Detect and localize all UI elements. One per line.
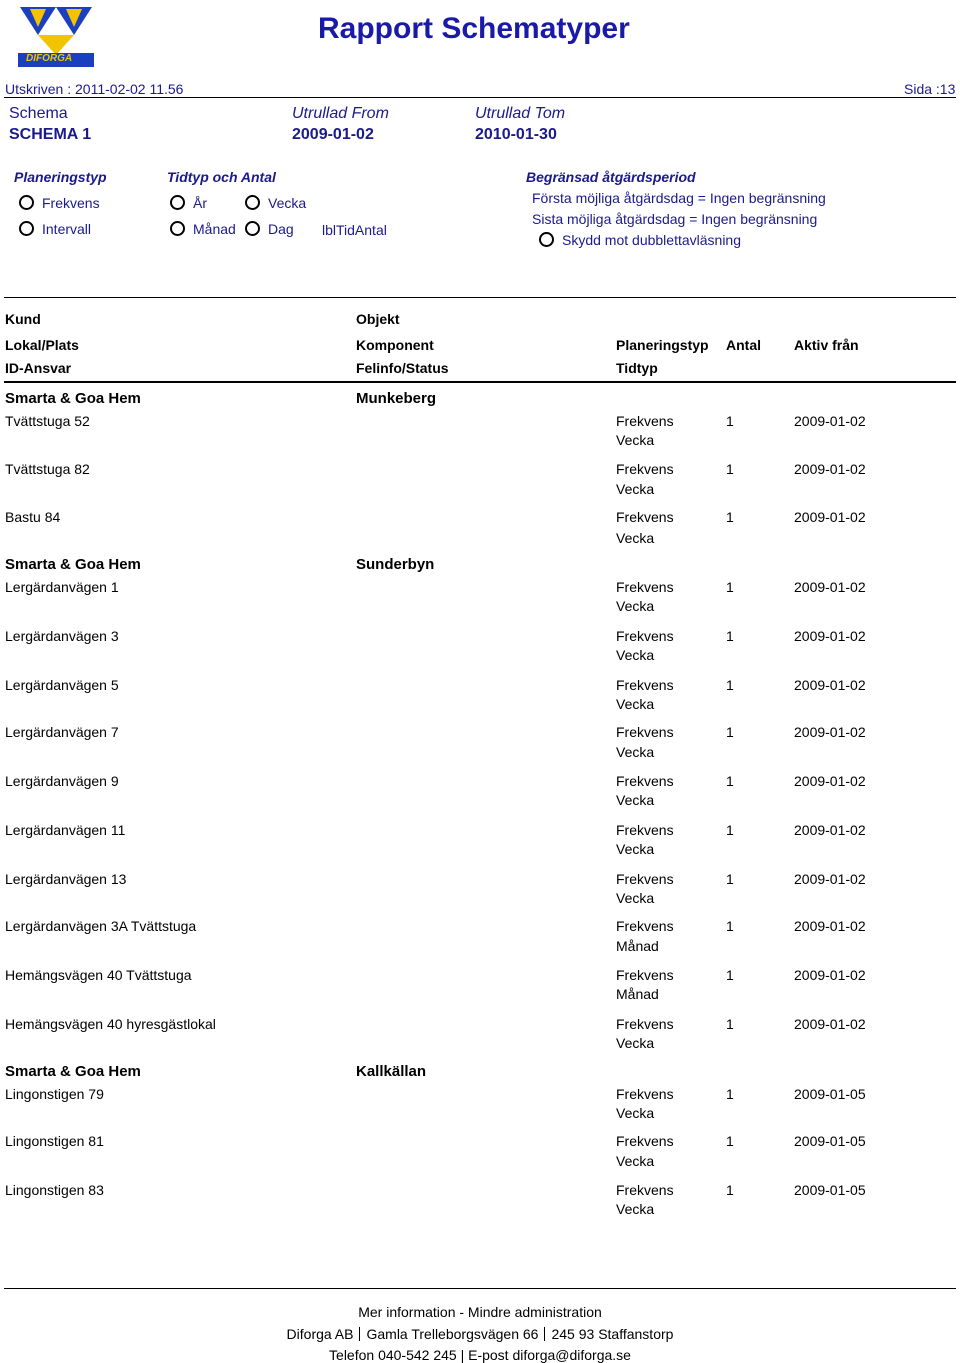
row-date: 2009-01-02 bbox=[794, 677, 866, 693]
col-lokal: Lokal/Plats bbox=[5, 337, 79, 353]
row-antal: 1 bbox=[726, 461, 734, 477]
row-typ: Frekvens bbox=[616, 773, 674, 789]
row-antal: 1 bbox=[726, 1133, 734, 1149]
row-typ: Frekvens bbox=[616, 822, 674, 838]
row-typ: Frekvens bbox=[616, 413, 674, 429]
row-lokal: Lergärdanvägen 1 bbox=[5, 579, 119, 595]
row-tidtyp: Vecka bbox=[616, 1035, 655, 1051]
row-lokal: Bastu 84 bbox=[5, 509, 61, 525]
col-komponent: Komponent bbox=[356, 337, 434, 353]
row-lokal: Lergärdanvägen 11 bbox=[5, 822, 126, 838]
row-tidtyp: Vecka bbox=[616, 792, 655, 808]
row-typ: Frekvens bbox=[616, 461, 674, 477]
radio-circle-icon bbox=[19, 195, 34, 210]
row-typ: Frekvens bbox=[616, 1182, 674, 1198]
row-tidtyp: Vecka bbox=[616, 647, 655, 663]
row-date: 2009-01-02 bbox=[794, 509, 866, 525]
schema-value: SCHEMA 1 bbox=[9, 126, 92, 143]
row-antal: 1 bbox=[726, 628, 734, 644]
footer-separator bbox=[544, 1327, 545, 1341]
row-tidtyp: Vecka bbox=[616, 744, 655, 760]
radio-vecka-label: Vecka bbox=[268, 195, 307, 211]
row-date: 2009-01-02 bbox=[794, 773, 866, 789]
radio-circle-icon bbox=[245, 221, 260, 236]
row-antal: 1 bbox=[726, 579, 734, 595]
row-typ: Frekvens bbox=[616, 724, 674, 740]
row-date: 2009-01-02 bbox=[794, 413, 866, 429]
row-antal: 1 bbox=[726, 967, 734, 983]
col-id-ansvar: ID-Ansvar bbox=[5, 360, 72, 376]
checkbox-skydd[interactable] bbox=[539, 232, 741, 248]
row-lokal: Lergärdanvägen 9 bbox=[5, 773, 119, 789]
row-tidtyp: Månad bbox=[616, 986, 659, 1002]
row-date: 2009-01-02 bbox=[794, 967, 866, 983]
forsta-mojliga: Första möjliga åtgärdsdag = Ingen begränsning bbox=[532, 190, 826, 206]
row-lokal: Lergärdanvägen 5 bbox=[5, 677, 119, 693]
radio-circle-icon bbox=[170, 221, 185, 236]
row-tidtyp: Vecka bbox=[616, 481, 655, 497]
footer-separator bbox=[359, 1327, 360, 1341]
row-date: 2009-01-05 bbox=[794, 1182, 866, 1198]
row-tidtyp: Vecka bbox=[616, 696, 655, 712]
row-tidtyp: Vecka bbox=[616, 1153, 655, 1169]
row-date: 2009-01-05 bbox=[794, 1133, 866, 1149]
row-tidtyp: Vecka bbox=[616, 530, 655, 546]
row-antal: 1 bbox=[726, 413, 734, 429]
row-tidtyp: Vecka bbox=[616, 432, 655, 448]
col-tidtyp: Tidtyp bbox=[616, 360, 658, 376]
footer-tagline: Mer information - Mindre administration bbox=[358, 1304, 602, 1320]
radio-circle-icon bbox=[19, 221, 34, 236]
row-lokal: Hemängsvägen 40 Tvättstuga bbox=[5, 967, 192, 983]
row-lokal: Lergärdanvägen 7 bbox=[5, 724, 119, 740]
schema-label: Schema bbox=[9, 105, 68, 122]
col-planeringstyp: Planeringstyp bbox=[616, 337, 709, 353]
radio-circle-icon bbox=[245, 195, 260, 210]
row-typ: Frekvens bbox=[616, 509, 674, 525]
radio-circle-icon bbox=[170, 195, 185, 210]
row-tidtyp: Vecka bbox=[616, 1105, 655, 1121]
radio-manad[interactable] bbox=[170, 221, 236, 237]
row-typ: Frekvens bbox=[616, 579, 674, 595]
row-date: 2009-01-02 bbox=[794, 871, 866, 887]
footer-contact: Telefon 040-542 245 | E-post diforga@diforga.se bbox=[329, 1347, 631, 1363]
row-antal: 1 bbox=[726, 677, 734, 693]
radio-manad-label: Månad bbox=[193, 221, 236, 237]
row-lokal: Tvättstuga 82 bbox=[5, 461, 90, 477]
group-objekt: Kallkällan bbox=[356, 1063, 427, 1080]
row-antal: 1 bbox=[726, 918, 734, 934]
page-number: Sida :13 bbox=[904, 81, 956, 97]
radio-circle-icon bbox=[539, 232, 554, 247]
group-kund: Smarta & Goa Hem bbox=[5, 1063, 141, 1080]
row-lokal: Lergärdanvägen 3 bbox=[5, 628, 119, 644]
radio-frekvens[interactable] bbox=[19, 195, 100, 211]
row-typ: Frekvens bbox=[616, 1016, 674, 1032]
tidtyp-heading: Tidtyp och Antal bbox=[167, 169, 276, 185]
utrullad-from-label: Utrullad From bbox=[292, 105, 389, 122]
col-objekt: Objekt bbox=[356, 311, 400, 327]
row-date: 2009-01-02 bbox=[794, 579, 866, 595]
header-divider bbox=[4, 97, 956, 98]
radio-vecka[interactable] bbox=[245, 195, 306, 211]
row-tidtyp: Vecka bbox=[616, 841, 655, 857]
row-date: 2009-01-02 bbox=[794, 1016, 866, 1032]
footer-address bbox=[0, 1326, 960, 1342]
row-antal: 1 bbox=[726, 822, 734, 838]
row-antal: 1 bbox=[726, 871, 734, 887]
row-typ: Frekvens bbox=[616, 628, 674, 644]
radio-ar[interactable] bbox=[170, 195, 207, 211]
row-date: 2009-01-02 bbox=[794, 628, 866, 644]
row-tidtyp: Vecka bbox=[616, 890, 655, 906]
printed-timestamp: Utskriven : 2011-02-02 11.56 bbox=[5, 81, 184, 97]
radio-intervall-label: Intervall bbox=[42, 221, 92, 237]
footer-city: 245 93 Staffanstorp bbox=[551, 1326, 674, 1342]
row-lokal: Lingonstigen 83 bbox=[5, 1182, 104, 1198]
radio-intervall[interactable] bbox=[19, 221, 91, 237]
row-antal: 1 bbox=[726, 1182, 734, 1198]
lbl-tid-antal: lblTidAntal bbox=[322, 222, 387, 238]
footer-divider bbox=[4, 1288, 956, 1289]
row-date: 2009-01-02 bbox=[794, 461, 866, 477]
col-aktiv-fran: Aktiv från bbox=[794, 337, 859, 353]
group-kund: Smarta & Goa Hem bbox=[5, 390, 141, 407]
row-lokal: Lergärdanvägen 13 bbox=[5, 871, 127, 887]
utrullad-tom-value: 2010-01-30 bbox=[475, 126, 557, 143]
row-typ: Frekvens bbox=[616, 967, 674, 983]
row-tidtyp: Månad bbox=[616, 938, 659, 954]
row-typ: Frekvens bbox=[616, 918, 674, 934]
radio-ar-label: År bbox=[193, 195, 207, 211]
begransad-heading: Begränsad åtgärdsperiod bbox=[526, 169, 696, 185]
utrullad-from-value: 2009-01-02 bbox=[292, 126, 374, 143]
columns-top-divider bbox=[4, 297, 956, 298]
row-antal: 1 bbox=[726, 1086, 734, 1102]
row-lokal: Hemängsvägen 40 hyresgästlokal bbox=[5, 1016, 216, 1032]
utrullad-tom-label: Utrullad Tom bbox=[475, 105, 566, 122]
row-antal: 1 bbox=[726, 773, 734, 789]
row-typ: Frekvens bbox=[616, 677, 674, 693]
sista-mojliga: Sista möjliga åtgärdsdag = Ingen begränsning bbox=[532, 211, 818, 227]
footer-street: Gamla Trelleborgsvägen 66 bbox=[366, 1326, 539, 1342]
row-antal: 1 bbox=[726, 724, 734, 740]
row-tidtyp: Vecka bbox=[616, 598, 655, 614]
radio-dag[interactable] bbox=[245, 221, 294, 237]
row-date: 2009-01-02 bbox=[794, 724, 866, 740]
row-lokal: Lingonstigen 81 bbox=[5, 1133, 104, 1149]
logo-text: DIFORGA bbox=[26, 53, 73, 64]
report-title: Rapport Schematyper bbox=[318, 12, 630, 45]
col-felinfo: Felinfo/Status bbox=[356, 360, 449, 376]
row-date: 2009-01-02 bbox=[794, 918, 866, 934]
row-antal: 1 bbox=[726, 1016, 734, 1032]
planeringstyp-heading: Planeringstyp bbox=[14, 169, 107, 185]
group-objekt: Munkeberg bbox=[356, 390, 437, 407]
radio-dag-label: Dag bbox=[268, 221, 294, 237]
skydd-label: Skydd mot dubblettavläsning bbox=[562, 232, 741, 248]
row-lokal: Lingonstigen 79 bbox=[5, 1086, 104, 1102]
col-antal: Antal bbox=[726, 337, 761, 353]
row-lokal: Tvättstuga 52 bbox=[5, 413, 90, 429]
footer-company: Diforga AB bbox=[286, 1326, 354, 1342]
radio-frekvens-label: Frekvens bbox=[42, 195, 100, 211]
row-typ: Frekvens bbox=[616, 871, 674, 887]
row-date: 2009-01-05 bbox=[794, 1086, 866, 1102]
diforga-logo bbox=[16, 5, 96, 69]
row-antal: 1 bbox=[726, 509, 734, 525]
row-date: 2009-01-02 bbox=[794, 822, 866, 838]
columns-bottom-divider bbox=[4, 381, 956, 383]
row-typ: Frekvens bbox=[616, 1086, 674, 1102]
group-kund: Smarta & Goa Hem bbox=[5, 556, 141, 573]
row-typ: Frekvens bbox=[616, 1133, 674, 1149]
row-lokal: Lergärdanvägen 3A Tvättstuga bbox=[5, 918, 197, 934]
group-objekt: Sunderbyn bbox=[356, 556, 435, 573]
row-tidtyp: Vecka bbox=[616, 1201, 655, 1217]
col-kund: Kund bbox=[5, 311, 41, 327]
